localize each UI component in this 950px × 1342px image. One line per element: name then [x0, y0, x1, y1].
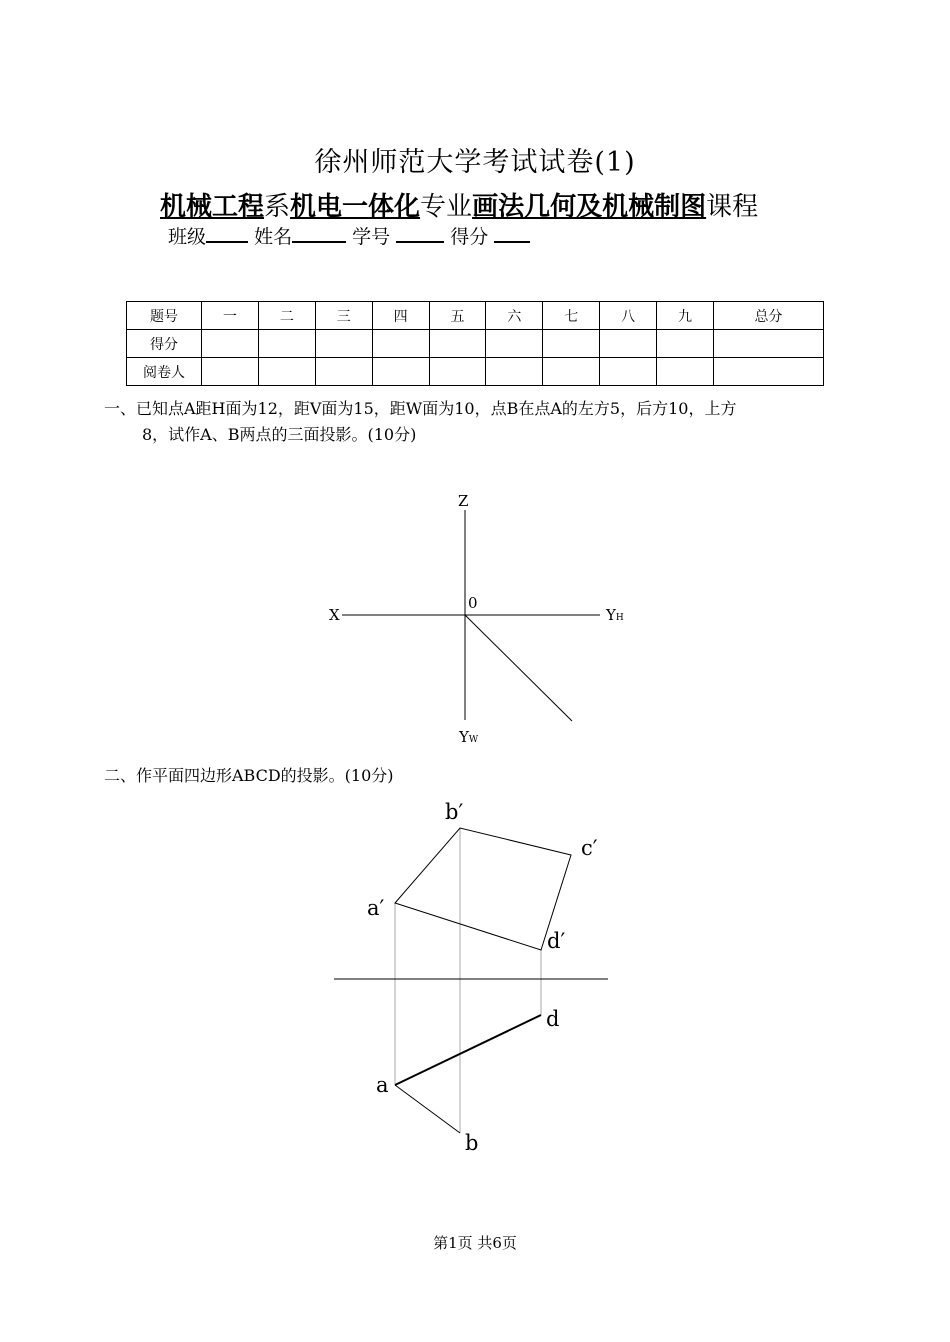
yh-axis-label: YH — [606, 606, 624, 624]
department-name: 机械工程 — [160, 192, 265, 222]
question-1-line-2: 8，试作A、B两点的三面投影。(10分) — [142, 425, 417, 444]
point-c-prime-label: c′ — [581, 836, 598, 860]
top-view-line-ab — [395, 1085, 460, 1133]
score-header-cell: 一 — [202, 302, 259, 330]
point-b-label: b — [465, 1131, 479, 1155]
yw-axis-label: YW — [459, 728, 479, 746]
score-header-cell: 七 — [543, 302, 600, 330]
question-2-text: 二、作平面四边形ABCD的投影。(10分) — [104, 766, 394, 785]
course-suffix: 课程 — [706, 192, 759, 222]
name-label: 姓名 — [254, 226, 293, 248]
front-view-quadrilateral — [395, 828, 571, 950]
score-header-cell: 五 — [429, 302, 486, 330]
score-header-cell: 九 — [657, 302, 714, 330]
point-a-prime-label: a′ — [367, 896, 385, 920]
score-header-cell: 总分 — [713, 302, 823, 330]
score-header-cell: 八 — [600, 302, 657, 330]
three-view-axes — [342, 510, 600, 721]
score-row-label: 得分 — [127, 330, 202, 358]
score-row-label: 阅卷人 — [127, 358, 202, 386]
id-label: 学号 — [352, 226, 391, 248]
point-d-prime-label: d′ — [547, 929, 566, 953]
point-a-label: a — [376, 1073, 389, 1097]
question-1-line-1: 一、已知点A距H面为12，距V面为15，距W面为10，点B在点A的左方5，后方10，上方 — [104, 399, 737, 418]
exam-title: 徐州师范大学考试试卷(1) — [314, 147, 636, 178]
origin-label: 0 — [468, 594, 478, 612]
score-header-cell: 四 — [372, 302, 429, 330]
point-b-prime-label: b′ — [445, 800, 464, 824]
45-degree-line — [465, 615, 572, 721]
z-axis-label: Z — [458, 492, 469, 510]
major-suffix: 专业 — [420, 192, 473, 222]
score-label: 得分 — [450, 226, 489, 248]
score-header-cell: 题号 — [127, 302, 202, 330]
page-footer: 第1页 共6页 — [433, 1234, 517, 1252]
score-header-cell: 六 — [486, 302, 543, 330]
course-name: 画法几何及机械制图 — [472, 192, 707, 222]
class-label: 班级 — [168, 226, 207, 248]
x-axis-label: X — [329, 606, 340, 624]
major-name: 机电一体化 — [290, 192, 421, 222]
point-d-label: d — [546, 1007, 560, 1031]
score-header-cell: 三 — [315, 302, 372, 330]
top-view-line-ad — [395, 1015, 541, 1085]
score-header-cell: 二 — [258, 302, 315, 330]
department-suffix: 系 — [264, 192, 291, 222]
